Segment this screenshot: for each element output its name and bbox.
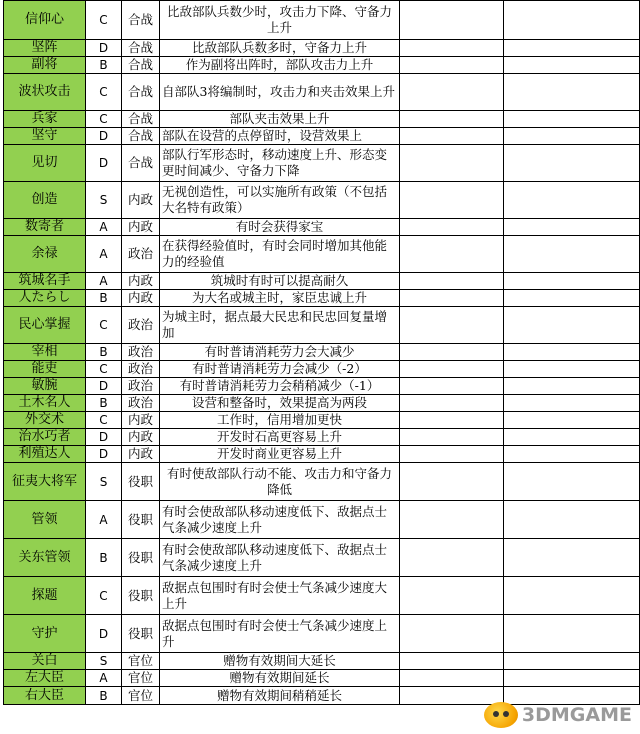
skill-category-cell: 合战 — [122, 128, 160, 145]
empty-cell — [504, 378, 640, 395]
empty-cell — [400, 307, 504, 344]
skill-description-cell: 开发时石高更容易上升 — [160, 429, 400, 446]
empty-cell — [400, 361, 504, 378]
table-row — [4, 111, 640, 128]
skill-rank-cell: C — [86, 1, 122, 40]
skill-rank-cell: D — [86, 40, 122, 57]
skill-category-cell: 官位 — [122, 670, 160, 687]
skill-category-cell: 内政 — [122, 429, 160, 446]
skills-table — [3, 0, 640, 705]
empty-cell — [504, 307, 640, 344]
empty-cell — [400, 57, 504, 74]
skill-rank-cell: B — [86, 687, 122, 705]
skill-name-cell: 余禄 — [4, 236, 86, 273]
empty-cell — [504, 577, 640, 615]
skill-category-cell: 政治 — [122, 344, 160, 361]
skill-rank-cell: C — [86, 361, 122, 378]
skill-rank-cell: B — [86, 395, 122, 412]
skill-category-cell: 役职 — [122, 463, 160, 501]
empty-cell — [504, 539, 640, 577]
skill-rank-cell: A — [86, 236, 122, 273]
skill-rank-cell: B — [86, 57, 122, 74]
empty-cell — [504, 273, 640, 290]
skill-description-cell: 自部队3将编制时，攻击力和夹击效果上升 — [160, 74, 400, 111]
empty-cell — [400, 653, 504, 670]
table-row — [4, 395, 640, 412]
skill-name-cell: 民心掌握 — [4, 307, 86, 344]
skill-category-cell: 官位 — [122, 687, 160, 705]
skill-rank-cell: D — [86, 128, 122, 145]
skill-category-cell: 官位 — [122, 653, 160, 670]
skill-name-cell: 土木名人 — [4, 395, 86, 412]
skill-description-cell: 有时普请消耗劳力会稍稍减少（-1） — [160, 378, 400, 395]
skill-description-cell: 设营和整备时，效果提高为两段 — [160, 395, 400, 412]
skill-description-cell: 作为副将出阵时，部队攻击力上升 — [160, 57, 400, 74]
skill-rank-cell: B — [86, 290, 122, 307]
skill-name-cell: 见切 — [4, 145, 86, 182]
table-row — [4, 577, 640, 615]
table-row — [4, 446, 640, 463]
table-row — [4, 40, 640, 57]
empty-cell — [400, 219, 504, 236]
empty-cell — [400, 395, 504, 412]
empty-cell — [400, 615, 504, 653]
skill-name-cell: 守护 — [4, 615, 86, 653]
skill-name-cell: 敏腕 — [4, 378, 86, 395]
empty-cell — [400, 182, 504, 219]
table-row — [4, 463, 640, 501]
skill-name-cell: 探题 — [4, 577, 86, 615]
skill-rank-cell: D — [86, 145, 122, 182]
skill-description-cell: 有时普请消耗劳力会减少（-2） — [160, 361, 400, 378]
empty-cell — [400, 40, 504, 57]
skill-name-cell: 筑城名手 — [4, 273, 86, 290]
empty-cell — [504, 236, 640, 273]
empty-cell — [504, 182, 640, 219]
skill-category-cell: 合战 — [122, 111, 160, 128]
skill-name-cell: 宰相 — [4, 344, 86, 361]
skill-rank-cell: S — [86, 182, 122, 219]
skill-description-cell: 有时普请消耗劳力会大减少 — [160, 344, 400, 361]
empty-cell — [400, 378, 504, 395]
skill-description-cell: 有时会使敌部队移动速度低下、敌据点士气条减少速度上升 — [160, 539, 400, 577]
skill-description-cell: 无视创造性，可以实施所有政策（不包括大名特有政策） — [160, 182, 400, 219]
skill-description-cell: 比敌部队兵数少时，攻击力下降、守备力上升 — [160, 1, 400, 40]
skills-table-body — [4, 1, 640, 705]
empty-cell — [400, 111, 504, 128]
skill-category-cell: 政治 — [122, 307, 160, 344]
empty-cell — [400, 577, 504, 615]
skill-category-cell: 内政 — [122, 273, 160, 290]
empty-cell — [400, 1, 504, 40]
skill-rank-cell: B — [86, 539, 122, 577]
empty-cell — [400, 539, 504, 577]
skill-name-cell: 关东管领 — [4, 539, 86, 577]
table-row — [4, 539, 640, 577]
skill-description-cell: 赠物有效期间延长 — [160, 670, 400, 687]
empty-cell — [400, 145, 504, 182]
empty-cell — [504, 290, 640, 307]
skill-description-cell: 工作时，信用增加更快 — [160, 412, 400, 429]
table-row — [4, 361, 640, 378]
table-row — [4, 145, 640, 182]
table-row — [4, 307, 640, 344]
table-row — [4, 344, 640, 361]
empty-cell — [504, 344, 640, 361]
skill-category-cell: 役职 — [122, 501, 160, 539]
empty-cell — [400, 128, 504, 145]
table-row — [4, 273, 640, 290]
empty-cell — [504, 1, 640, 40]
empty-cell — [504, 615, 640, 653]
skill-category-cell: 内政 — [122, 290, 160, 307]
skill-name-cell: 外交术 — [4, 412, 86, 429]
table-row — [4, 290, 640, 307]
skill-category-cell: 合战 — [122, 145, 160, 182]
skill-category-cell: 役职 — [122, 539, 160, 577]
skill-description-cell: 筑城时有时可以提高耐久 — [160, 273, 400, 290]
skill-name-cell: 波状攻击 — [4, 74, 86, 111]
skill-name-cell: 副将 — [4, 57, 86, 74]
skill-name-cell: 数寄者 — [4, 219, 86, 236]
skill-category-cell: 役职 — [122, 615, 160, 653]
skill-rank-cell: A — [86, 670, 122, 687]
skill-name-cell: 坚守 — [4, 128, 86, 145]
skill-description-cell: 部队在设营的点停留时，设营效果上 — [160, 128, 400, 145]
empty-cell — [400, 670, 504, 687]
skill-description-cell: 为大名或城主时，家臣忠诚上升 — [160, 290, 400, 307]
skill-name-cell: 人たらし — [4, 290, 86, 307]
empty-cell — [504, 219, 640, 236]
skill-rank-cell: D — [86, 429, 122, 446]
skill-rank-cell: D — [86, 615, 122, 653]
skill-rank-cell: S — [86, 463, 122, 501]
skill-description-cell: 为城主时，据点最大民忠和民忠回复量增加 — [160, 307, 400, 344]
skill-description-cell: 开发时商业更容易上升 — [160, 446, 400, 463]
empty-cell — [400, 236, 504, 273]
table-row — [4, 128, 640, 145]
table-row — [4, 219, 640, 236]
skill-rank-cell: C — [86, 111, 122, 128]
skill-category-cell: 政治 — [122, 378, 160, 395]
skill-name-cell: 创造 — [4, 182, 86, 219]
empty-cell — [400, 501, 504, 539]
skill-rank-cell: C — [86, 577, 122, 615]
table-row — [4, 670, 640, 687]
skill-name-cell: 治水巧者 — [4, 429, 86, 446]
skill-category-cell: 政治 — [122, 361, 160, 378]
skill-name-cell: 坚阵 — [4, 40, 86, 57]
empty-cell — [400, 412, 504, 429]
skill-name-cell: 利殖达人 — [4, 446, 86, 463]
skill-rank-cell: C — [86, 74, 122, 111]
skill-rank-cell: A — [86, 501, 122, 539]
empty-cell — [504, 40, 640, 57]
skill-category-cell: 政治 — [122, 395, 160, 412]
empty-cell — [504, 128, 640, 145]
table-row — [4, 74, 640, 111]
table-row — [4, 429, 640, 446]
skill-name-cell: 兵家 — [4, 111, 86, 128]
skill-rank-cell: D — [86, 446, 122, 463]
empty-cell — [504, 501, 640, 539]
mascot-logo-icon — [484, 702, 518, 728]
empty-cell — [504, 670, 640, 687]
watermark-text: 3DMGAME — [521, 704, 632, 726]
empty-cell — [400, 273, 504, 290]
table-row — [4, 378, 640, 395]
skill-description-cell: 敌据点包围时有时会使士气条减少速度大上升 — [160, 577, 400, 615]
skill-category-cell: 合战 — [122, 40, 160, 57]
empty-cell — [504, 395, 640, 412]
skill-category-cell: 内政 — [122, 182, 160, 219]
skill-rank-cell: C — [86, 307, 122, 344]
table-row — [4, 236, 640, 273]
skill-description-cell: 赠物有效期间稍稍延长 — [160, 687, 400, 705]
empty-cell — [504, 412, 640, 429]
empty-cell — [400, 429, 504, 446]
empty-cell — [400, 290, 504, 307]
empty-cell — [400, 344, 504, 361]
empty-cell — [504, 653, 640, 670]
empty-cell — [400, 463, 504, 501]
empty-cell — [504, 74, 640, 111]
skill-description-cell: 比敌部队兵数多时，守备力上升 — [160, 40, 400, 57]
skill-name-cell: 关白 — [4, 653, 86, 670]
skill-rank-cell: C — [86, 412, 122, 429]
skill-category-cell: 内政 — [122, 446, 160, 463]
skill-description-cell: 赠物有效期间大延长 — [160, 653, 400, 670]
watermark — [484, 702, 632, 728]
empty-cell — [504, 111, 640, 128]
skill-name-cell: 管领 — [4, 501, 86, 539]
table-row — [4, 501, 640, 539]
skill-rank-cell: A — [86, 219, 122, 236]
skill-category-cell: 合战 — [122, 74, 160, 111]
skill-rank-cell: D — [86, 378, 122, 395]
empty-cell — [504, 361, 640, 378]
empty-cell — [504, 57, 640, 74]
skill-name-cell: 征夷大将军 — [4, 463, 86, 501]
skill-category-cell: 内政 — [122, 412, 160, 429]
skill-name-cell: 信仰心 — [4, 1, 86, 40]
empty-cell — [504, 446, 640, 463]
table-row — [4, 412, 640, 429]
skill-description-cell: 有时会获得家宝 — [160, 219, 400, 236]
empty-cell — [504, 429, 640, 446]
skill-rank-cell: B — [86, 344, 122, 361]
empty-cell — [504, 145, 640, 182]
skill-category-cell: 合战 — [122, 1, 160, 40]
skill-category-cell: 役职 — [122, 577, 160, 615]
empty-cell — [504, 463, 640, 501]
skill-description-cell: 部队行军形态时，移动速度上升、形态变更时间减少、守备力下降 — [160, 145, 400, 182]
empty-cell — [400, 74, 504, 111]
skill-name-cell: 右大臣 — [4, 687, 86, 705]
table-row — [4, 182, 640, 219]
skill-name-cell: 左大臣 — [4, 670, 86, 687]
skill-category-cell: 合战 — [122, 57, 160, 74]
table-row — [4, 615, 640, 653]
skill-description-cell: 在获得经验值时，有时会同时增加其他能力的经验值 — [160, 236, 400, 273]
table-row — [4, 653, 640, 670]
skill-category-cell: 政治 — [122, 236, 160, 273]
skill-description-cell: 有时会使敌部队移动速度低下、敌据点士气条减少速度上升 — [160, 501, 400, 539]
skill-name-cell: 能吏 — [4, 361, 86, 378]
skill-rank-cell: S — [86, 653, 122, 670]
skill-description-cell: 有时使敌部队行动不能、攻击力和守备力降低 — [160, 463, 400, 501]
empty-cell — [400, 446, 504, 463]
skill-category-cell: 内政 — [122, 219, 160, 236]
skill-rank-cell: A — [86, 273, 122, 290]
skill-description-cell: 部队夹击效果上升 — [160, 111, 400, 128]
table-row — [4, 57, 640, 74]
table-row — [4, 1, 640, 40]
skill-description-cell: 敌据点包围时有时会使士气条减少速度上升 — [160, 615, 400, 653]
